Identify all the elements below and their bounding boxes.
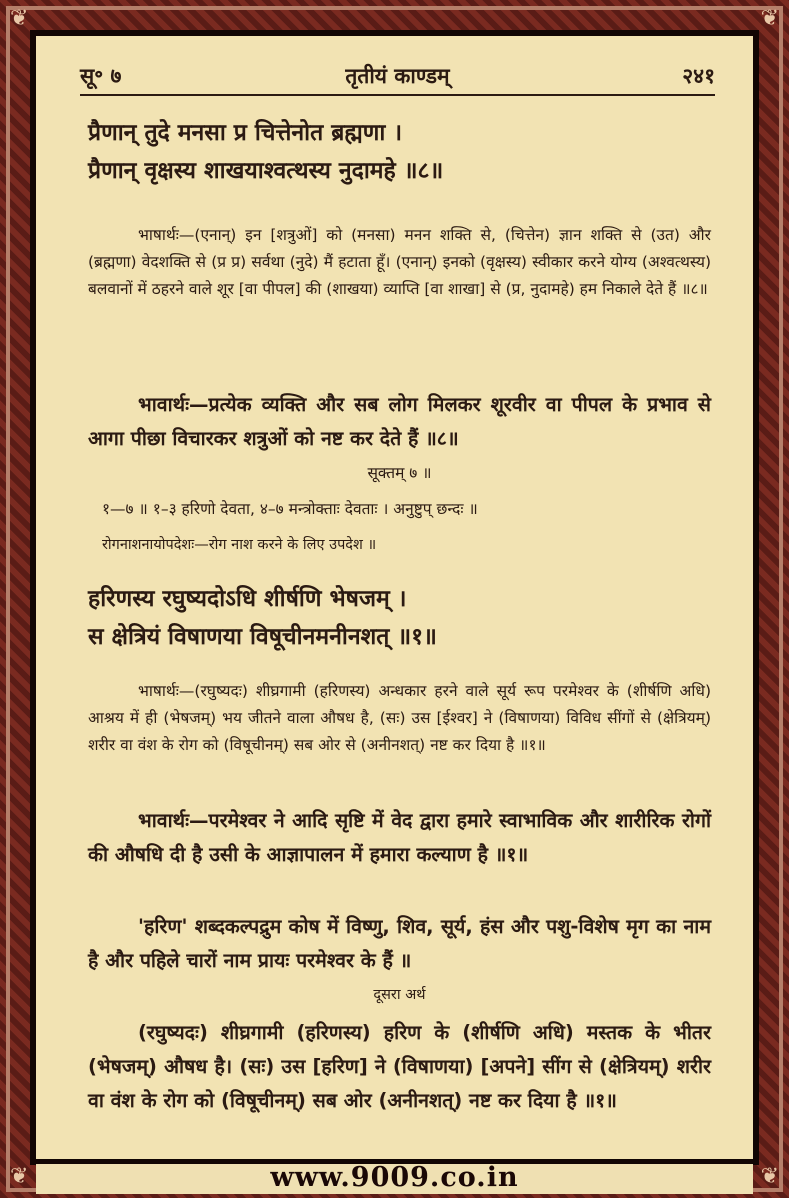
kanda-title: तृतीयं काण्डम् — [345, 64, 450, 88]
corner-ornament-icon: ❦ — [10, 1164, 29, 1189]
corner-ornament-icon: ❦ — [760, 1164, 779, 1189]
sukta-meta: १—७ ॥ १–३ हरिणो देवता, ४–७ मन्त्रोक्ताः देवताः । अनुष्टुप् छन्दः ॥ — [102, 500, 478, 518]
bhavartha-8: भावार्थः—प्रत्येक व्यक्ति और सब लोग मिलकर शूरवीर वा पीपल के प्रभाव से आगा पीछा विचारकर शत्रुओं को नष्ट कर देते हैं ॥८॥ — [88, 393, 711, 450]
book-page — [36, 36, 753, 1159]
mantra-line: प्रैणान् तुदे मनसा प्र चित्तेनोत ब्रह्मणा । — [88, 120, 403, 146]
dusra-artha-title: दूसरा अर्थ — [373, 987, 426, 1003]
dusra-artha: (रघुष्यदः) शीघ्रगामी (हरिणस्य) हरिण के (शीर्षणि अधि) मस्तक के भीतर (भेषजम्) औषध है। (सः) उस [हरिण] ने (विषाणया) [अपने] सींग से (क्षेत्रियम्) शरीर वा वंश के रोग को (विषूचीनम्) सब ओर (अनीनशत्) नष्ट कर दिया है ॥१॥ — [88, 1021, 711, 1112]
sukta-title: सूक्तम् ७ ॥ — [367, 464, 432, 482]
page-header — [80, 62, 715, 96]
corner-ornament-icon: ❦ — [760, 6, 779, 31]
mantra-8 — [88, 114, 711, 190]
bhashartha-8: भाषार्थः—(एनान्) इन [शत्रुओं] को (मनसा) मनन शक्ति से, (चित्तेन) ज्ञान शक्ति से (उत) और (ब्रह्मणा) वेदशक्ति से (प्र प्र) सर्वथा (नुदे) मैं हटाता हूँ। (एनान्) इनको (वृक्षस्य) स्वीकार करने योग्य (अश्वत्थस्य) बलवानों में ठहरने वाले शूर [वा पीपल] की (शाखया) व्याप्ति [वा शाखा] से (प्र, नुदामहे) हम निकाले देते हैं ॥८॥ — [88, 226, 711, 298]
footer-url: www.9009.co.in — [270, 1162, 519, 1193]
mantra-1 — [88, 580, 711, 656]
mantra-line: स क्षेत्रियं विषाणया विषूचीनमनीनशत् ॥१॥ — [88, 624, 437, 650]
bhashartha-1: भाषार्थः—(रघुष्यदः) शीघ्रगामी (हरिणस्य) अन्धकार हरने वाले सूर्य रूप परमेश्वर के (शीर्षणि अधि) आश्रय में ही (भेषजम्) भय जीतने वाला औषध है, (सः) उस [ईश्वर] ने (विषाणया) विविध सींगों से (क्षेत्रियम्) शरीर वा वंश के रोग को (विषूचीनम्) सब ओर से (अनीनशत्) नष्ट कर दिया है ॥१॥ — [88, 682, 711, 754]
mantra-line: हरिणस्य रघुष्यदोऽधि शीर्षणि भेषजम् । — [88, 586, 407, 612]
corner-ornament-icon: ❦ — [10, 6, 29, 31]
header-rule — [80, 94, 715, 96]
sukta-number: सू॰ ७ — [80, 64, 122, 88]
bhavartha-1: भावार्थः—परमेश्वर ने आदि सृष्टि में वेद द्वारा हमारे स्वाभाविक और शारीरिक रोगों की औषधि दी है उसी के आज्ञापालन में हमारा कल्याण है ॥१॥ — [88, 809, 711, 866]
harina-note: 'हरिण' शब्दकल्पद्रुम कोष में विष्णु, शिव, सूर्य, हंस और पशु-विशेष मृग का नाम है और पहिले चारों नाम प्रायः परमेश्वर के हैं ॥ — [88, 915, 711, 972]
page-number: २४१ — [682, 64, 715, 88]
upadesha: रोगनाशनायोपदेशः—रोग नाश करने के लिए उपदेश ॥ — [102, 537, 377, 553]
mantra-line: प्रैणान् वृक्षस्य शाखयाश्वत्थस्य नुदामहे ॥८॥ — [88, 158, 444, 184]
